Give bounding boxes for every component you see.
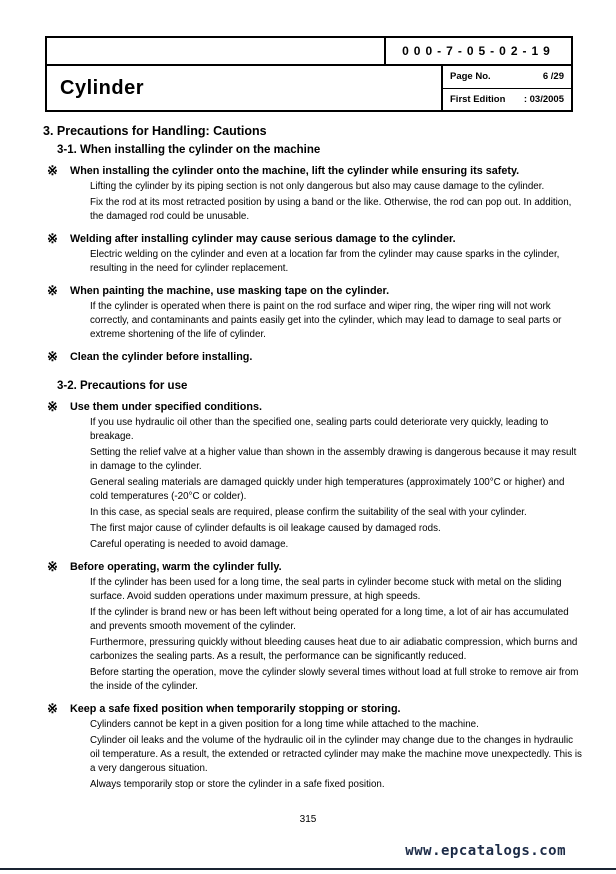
caution-paragraph: General sealing materials are damaged quickly under high temperatures (approximately 100°C or higher) and cold temperatures (-20°C or colder). <box>90 477 565 502</box>
page-no-row <box>443 66 571 88</box>
caution-item <box>0 400 616 552</box>
bottom-rule <box>0 868 616 870</box>
section-title: 3. Precautions for Handling: Cautions <box>43 124 267 138</box>
page-number: 315 <box>299 814 317 825</box>
page-title: Cylinder <box>60 76 145 99</box>
caution-item <box>0 702 616 792</box>
reference-mark-icon: ※ <box>47 231 58 246</box>
caution-item <box>0 560 616 694</box>
caution-paragraph: Before starting the operation, move the cylinder slowly several times without load at full stroke to remove air from the inside of the cylinder. <box>90 667 579 692</box>
caution-paragraph: Cylinders cannot be kept in a given position for a long time while attached to the machine. <box>90 719 479 730</box>
doc-number: 000-7-05-02-19 <box>384 38 571 64</box>
caution-item <box>0 350 616 364</box>
header-meta <box>441 66 571 110</box>
caution-item <box>0 284 616 342</box>
header-top-row <box>47 38 571 66</box>
caution-paragraph: If the cylinder is operated when there is paint on the rod surface and wiper ring, the wiper ring will not work correctly, and contaminants and paints easily get into the cylinder, which may lead to damage to seal parts or extreme shortening of the life of cylinder. <box>90 301 562 340</box>
document-header <box>45 36 573 112</box>
caution-paragraph: Furthermore, pressuring quickly without bleeding causes heat due to air adiabatic compression, which burns and carbonizes the sealing parts. As a result, the performance can be significantly reduced. <box>90 637 578 662</box>
watermark-url: www.epcatalogs.com <box>405 843 566 859</box>
caution-heading: Clean the cylinder before installing. <box>70 351 253 363</box>
caution-paragraph: Electric welding on the cylinder and even at a location far from the cylinder may cause sparks in the cylinder, resulting in the need for cylinder replacement. <box>90 249 560 274</box>
subsection-title: 3-1. When installing the cylinder on the machine <box>57 144 321 156</box>
caution-heading: Use them under specified conditions. <box>70 401 262 413</box>
caution-paragraph: If the cylinder is brand new or has been left without being operated for a long time, a lot of air has accumulated and prevents smooth movement of the cylinder. <box>90 607 569 632</box>
reference-mark-icon: ※ <box>47 559 58 574</box>
reference-mark-icon: ※ <box>47 701 58 716</box>
subsection-use <box>0 380 616 792</box>
header-empty-cell <box>47 38 384 64</box>
caution-item <box>0 164 616 224</box>
caution-item <box>0 232 616 276</box>
caution-heading: Welding after installing cylinder may cause serious damage to the cylinder. <box>70 233 456 245</box>
caution-paragraph: Always temporarily stop or store the cylinder in a safe fixed position. <box>90 779 385 790</box>
caution-paragraph: Setting the relief valve at a higher value than shown in the assembly drawing is dangerous because it may result in damage to the cylinder. <box>90 447 577 472</box>
reference-mark-icon: ※ <box>47 349 58 364</box>
document-body <box>0 124 616 792</box>
caution-paragraph: The first major cause of cylinder defaults is oil leakage caused by damaged rods. <box>90 523 441 534</box>
caution-paragraph: If you use hydraulic oil other than the specified one, sealing parts could deteriorate very quickly, leading to breakage. <box>90 417 549 442</box>
edition-label: First Edition <box>450 93 506 105</box>
edition-value: : 03/2005 <box>523 93 564 105</box>
subsection-installing <box>0 144 616 364</box>
subsection-title: 3-2. Precautions for use <box>57 380 188 392</box>
caution-heading: Before operating, warm the cylinder fully. <box>70 561 282 573</box>
edition-row <box>443 88 571 111</box>
reference-mark-icon: ※ <box>47 399 58 414</box>
header-bottom-row <box>47 66 571 110</box>
reference-mark-icon: ※ <box>47 283 58 298</box>
caution-paragraph: Lifting the cylinder by its piping section is not only dangerous but also may cause damage to the cylinder. <box>90 181 545 192</box>
caution-heading: When painting the machine, use masking tape on the cylinder. <box>70 285 390 297</box>
page-no-label: Page No. <box>450 71 491 83</box>
caution-heading: Keep a safe fixed position when temporarily stopping or storing. <box>70 703 401 715</box>
caution-paragraph: Cylinder oil leaks and the volume of the hydraulic oil in the cylinder may change due to the changes in hydraulic oil temperature. As a result, the extended or retracted cylinder may make the machine move unexpectedly. This is a very dangerous situation. <box>90 735 582 774</box>
page-no-value: 6 /29 <box>542 71 564 83</box>
caution-paragraph: If the cylinder has been used for a long time, the seal parts in cylinder become stuck with metal on the sliding surface. Avoid sudden operations under maximum pressure, at high speeds. <box>90 577 562 602</box>
caution-paragraph: In this case, as special seals are required, please confirm the suitability of the seal with your cylinder. <box>90 507 527 518</box>
reference-mark-icon: ※ <box>47 163 58 178</box>
caution-paragraph: Careful operating is needed to avoid damage. <box>90 539 289 550</box>
caution-paragraph: Fix the rod at its most retracted position by using a band or the like. Otherwise, the rod can pop out. In addition, the damaged rod could be unusable. <box>90 197 572 222</box>
caution-heading: When installing the cylinder onto the machine, lift the cylinder while ensuring its safety. <box>70 165 520 177</box>
